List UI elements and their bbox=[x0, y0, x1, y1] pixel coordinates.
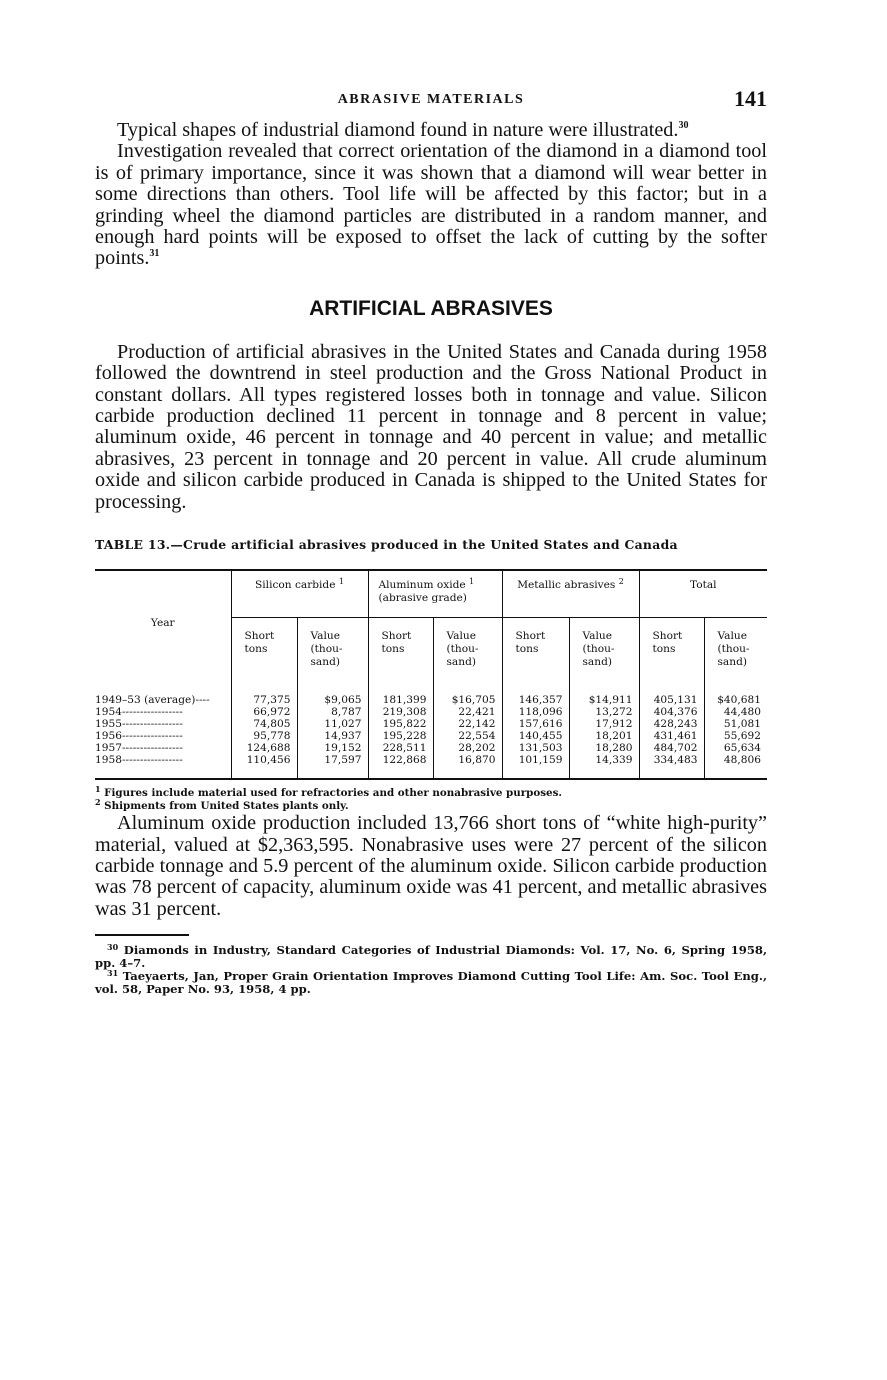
footnote-ref: 30 bbox=[678, 120, 689, 131]
table-cell: 22,421 bbox=[433, 706, 502, 718]
table-row bbox=[95, 718, 767, 730]
table-cell: 334,483 bbox=[639, 754, 704, 779]
table-row bbox=[95, 680, 767, 706]
table-cell: 431,461 bbox=[639, 730, 704, 742]
table-cell: 124,688 bbox=[231, 742, 297, 754]
table-cell: 22,142 bbox=[433, 718, 502, 730]
sub-header-value: Value (thou-sand) bbox=[569, 618, 639, 681]
group-header-total: Total bbox=[639, 570, 767, 618]
running-head bbox=[95, 86, 767, 120]
year-cell: 1949–53 (average)---- bbox=[95, 694, 210, 707]
table-cell: 19,152 bbox=[297, 742, 368, 754]
table-cell: 195,822 bbox=[368, 718, 433, 730]
table-cell: 74,805 bbox=[231, 718, 297, 730]
sub-header-value: Value (thou-sand) bbox=[433, 618, 502, 681]
table-cell: 77,375 bbox=[231, 680, 297, 706]
footnote-mark: 1 bbox=[469, 577, 475, 587]
group-header-metallic-abrasives: Metallic abrasives $^2$ bbox=[502, 570, 639, 618]
table-row bbox=[95, 742, 767, 754]
footnote-mark: 2 bbox=[618, 577, 624, 587]
table-cell: 17,597 bbox=[297, 754, 368, 779]
table-cell: 181,399 bbox=[368, 680, 433, 706]
paragraph-text: Production of artificial abrasives in the United States and Canada during 1958 followed the downtrend in steel production and the Gross National Product in constant dollars. All types registered losses both in tonnage and value. Silicon carbide production declined 11 percent in tonnage and 8 percent in value; aluminum oxide, 46 percent in tonnage and 40 percent in value; and metallic abrasives, 23 percent in tonnage and 20 percent in value. All crude aluminum oxide and silicon carbide produced in Canada is shipped to the United States for processing. bbox=[95, 340, 767, 513]
group-header-silicon-carbide: Silicon carbide $^1$ bbox=[231, 570, 368, 618]
table-cell: 110,456 bbox=[231, 754, 297, 779]
year-header: Year bbox=[95, 570, 231, 680]
table-footnote: $^2$ Shipments from United States plants only. bbox=[95, 797, 349, 813]
table-cell: 146,357 bbox=[502, 680, 569, 706]
leader-dots: ----------------- bbox=[121, 706, 183, 719]
paragraph-diamond-orientation bbox=[95, 141, 767, 269]
sub-header-short-tons: Short tons bbox=[231, 618, 297, 681]
leader-dots: ----------------- bbox=[121, 754, 183, 767]
sub-header-short-tons: Short tons bbox=[639, 618, 704, 681]
table-cell: 157,616 bbox=[502, 718, 569, 730]
table-cell: 101,159 bbox=[502, 754, 569, 779]
table-cell: 65,634 bbox=[704, 742, 767, 754]
table-group-header bbox=[95, 570, 767, 618]
table-cell: $40,681 bbox=[704, 680, 767, 706]
table-cell: 16,870 bbox=[433, 754, 502, 779]
table-cell: 66,972 bbox=[231, 706, 297, 718]
paragraph-aluminum-oxide bbox=[95, 813, 767, 920]
table-cell: 405,131 bbox=[639, 680, 704, 706]
year-cell: 1955----------------- bbox=[95, 718, 183, 731]
table-cell: 195,228 bbox=[368, 730, 433, 742]
table-footnote: $^1$ Figures include material used for refractories and other nonabrasive purposes. bbox=[95, 784, 562, 800]
table-cell: $9,065 bbox=[297, 680, 368, 706]
paragraph-text: Aluminum oxide production included 13,766 short tons of “white high-purity” material, valued at $2,363,595. Nonabrasive uses were 27 percent of the silicon carbide tonnage and 5.9 percent of the aluminum oxide. Silicon carbide production was 78 percent of capacity, aluminum oxide was 41 percent, and metallic abrasives was 31 percent. bbox=[95, 812, 767, 920]
group-header-aluminum-oxide: Aluminum oxide $^1$ (abrasive grade) bbox=[368, 570, 502, 618]
footnote-ref: 31 bbox=[149, 248, 160, 260]
page-footnotes bbox=[95, 944, 767, 996]
table-cell: 48,806 bbox=[704, 754, 767, 779]
year-cell: 1956----------------- bbox=[95, 730, 183, 743]
year-cell: 1958----------------- bbox=[95, 754, 231, 779]
table-cell: 14,937 bbox=[297, 730, 368, 742]
year-cell: 1954----------------- bbox=[95, 706, 183, 719]
table-cell: 8,787 bbox=[297, 706, 368, 718]
paragraph-production bbox=[95, 342, 767, 513]
leader-dots: ---- bbox=[195, 694, 210, 707]
footnote-mark: 1 bbox=[338, 577, 344, 587]
table-row bbox=[95, 754, 767, 779]
footnote-rule bbox=[95, 934, 189, 936]
sub-header-short-tons: Short tons bbox=[368, 618, 433, 681]
leader-dots: ----------------- bbox=[121, 718, 183, 731]
table-cell: 17,912 bbox=[569, 718, 639, 730]
paragraph-text: Typical shapes of industrial diamond found in nature were illustrated. bbox=[117, 119, 679, 141]
page-number: 141 bbox=[734, 86, 767, 111]
table-cell: 11,027 bbox=[297, 718, 368, 730]
page-footnote: $^{31}$ Taeyaerts, Jan, Proper Grain Orientation Improves Diamond Cutting Tool Life: Am. Soc. Tool Eng., vol. 58, Paper No. 93, 1958, 4 pp. bbox=[95, 968, 767, 997]
sub-header-short-tons: Short tons bbox=[502, 618, 569, 681]
table-cell: 95,778 bbox=[231, 730, 297, 742]
table-cell: 404,376 bbox=[639, 706, 704, 718]
paragraph-text: Investigation revealed that correct orientation of the diamond in a diamond tool is of primary importance, since it was shown that a diamond will wear better in some directions than others. Tool life will be affected by this factor; but in a grinding wheel the diamond particles are distributed in a random manner, and enough hard points will be exposed to offset the lack of cutting by the softer points. bbox=[95, 140, 767, 270]
table-row bbox=[95, 706, 767, 718]
year-cell: 1957----------------- bbox=[95, 742, 183, 755]
table-cell: 118,096 bbox=[502, 706, 569, 718]
table-cell: 131,503 bbox=[502, 742, 569, 754]
page-footnote: $^{30}$ Diamonds in Industry, Standard Categories of Industrial Diamonds: Vol. 17, No. 6, Spring 1958, pp. 4–7. bbox=[95, 942, 767, 971]
table-cell: 22,554 bbox=[433, 730, 502, 742]
table-cell: 13,272 bbox=[569, 706, 639, 718]
sub-header-value: Value (thou-sand) bbox=[297, 618, 368, 681]
table-row bbox=[95, 730, 767, 742]
table-cell: $14,911 bbox=[569, 680, 639, 706]
table-cell: 18,280 bbox=[569, 742, 639, 754]
table-cell: 219,308 bbox=[368, 706, 433, 718]
table-cell: 28,202 bbox=[433, 742, 502, 754]
table-cell: 55,692 bbox=[704, 730, 767, 742]
table-cell: 51,081 bbox=[704, 718, 767, 730]
sub-header-value: Value (thou-sand) bbox=[704, 618, 767, 681]
table-cell: $16,705 bbox=[433, 680, 502, 706]
leader-dots: ----------------- bbox=[121, 730, 183, 743]
abrasives-table bbox=[95, 569, 767, 780]
table-cell: 14,339 bbox=[569, 754, 639, 779]
table-cell: 428,243 bbox=[639, 718, 704, 730]
table-cell: 228,511 bbox=[368, 742, 433, 754]
table-cell: 44,480 bbox=[704, 706, 767, 718]
table-footnotes bbox=[95, 784, 767, 813]
page bbox=[95, 86, 767, 996]
table-cell: 484,702 bbox=[639, 742, 704, 754]
section-heading: ARTIFICIAL ABRASIVES bbox=[309, 296, 553, 320]
paragraph-diamond-shapes bbox=[95, 120, 767, 141]
table-cell: 140,455 bbox=[502, 730, 569, 742]
table-cell: 18,201 bbox=[569, 730, 639, 742]
leader-dots: ----------------- bbox=[121, 742, 183, 755]
table-caption: TABLE 13.—Crude artificial abrasives produced in the United States and Canada bbox=[95, 537, 678, 553]
table-cell: 122,868 bbox=[368, 754, 433, 779]
running-title: ABRASIVE MATERIALS bbox=[337, 92, 525, 107]
